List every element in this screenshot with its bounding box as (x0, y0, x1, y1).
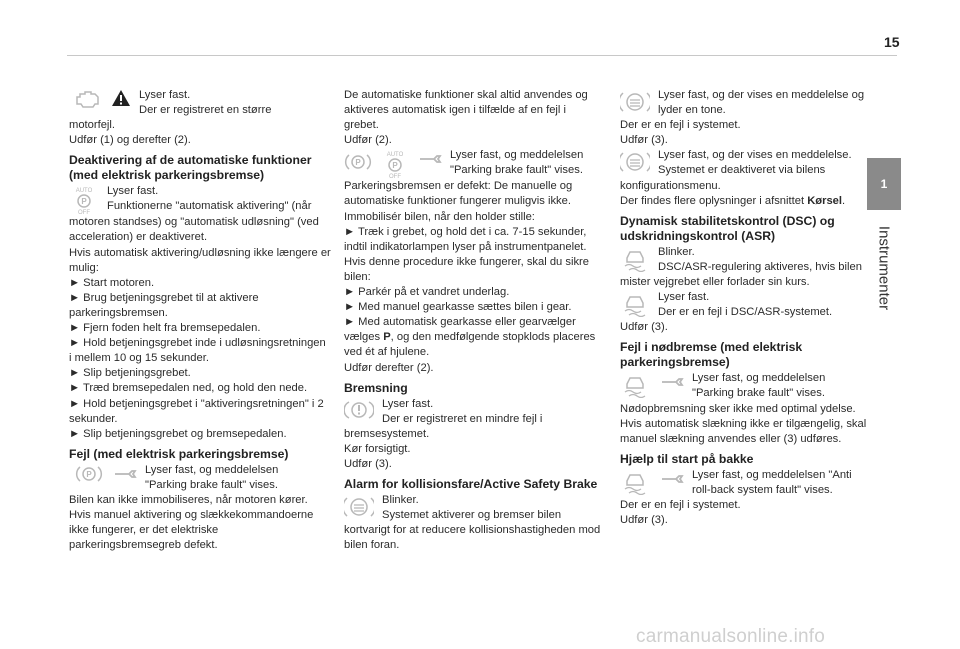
text: DSC/ASR-regulering aktiveres, hvis bilen (658, 260, 862, 273)
text: Blinker. (382, 494, 419, 507)
header-divider (67, 55, 897, 56)
text: Lyser fast, og der vises en meddelelse og (658, 89, 865, 101)
p-label: P (392, 161, 398, 171)
step: ► Fjern foden helt fra bremsepedalen. (69, 322, 261, 335)
step: ► Parkér på et vandret underlag. (344, 286, 510, 299)
step: ► Brug betjeningsgrebet til at aktivere parkeringsbremsen. (69, 291, 259, 319)
warning-block-engine (69, 88, 331, 118)
text: Parkeringsbremsen er defekt: De manuelle og automatiske funktioner fungerer muligvis ikke. (344, 180, 573, 208)
text: De automatiske funktioner skal altid anvendes og aktiveres automatisk igen i tilfælde af en fejl i grebet. (344, 89, 588, 132)
hill-start-fault-block (620, 468, 878, 498)
chapter-tab[interactable]: 1 (867, 158, 901, 210)
text: Hvis manuel aktivering og slækkekommandoerne ikke fungerer, er det elektriske parkeringsbremsegreb defekt. (69, 509, 314, 552)
skid-car-icon (620, 469, 650, 495)
text: Der er en fejl i DSC/ASR-systemet. (658, 306, 833, 319)
chapter-label: Instrumenter (875, 225, 893, 311)
brake-warning-block (344, 397, 602, 427)
section-heading: Hjælp til start på bakke (620, 451, 754, 466)
text: Der er en fejl i systemet. (620, 498, 741, 511)
wrench-icon (660, 469, 684, 489)
dsc-fault-block (620, 290, 878, 320)
emergency-brake-fault-block (620, 371, 878, 401)
text: lyder en tone. (658, 104, 726, 117)
text: Der er en fejl i systemet. (620, 119, 741, 132)
text: Lyser fast, og meddelelsen (145, 463, 279, 476)
text: Systemet aktiverer og bremser bilen (382, 509, 562, 522)
skid-car-icon (620, 372, 650, 398)
text: Der er registreret en større (139, 104, 272, 117)
text: Udfør (3). (620, 321, 668, 334)
step: ► Med automatisk gearkasse eller gearvælger vælges P, og den medfølgende stopklods placeres ved ét af hjulene. (344, 316, 596, 359)
collision-fault-block (620, 88, 878, 118)
engine-icon (75, 89, 101, 109)
text: motorfejl. (69, 119, 116, 132)
parking-fault-block (344, 148, 602, 179)
off-label: OFF (78, 210, 90, 216)
column-3 (620, 88, 878, 528)
p-label: P (355, 158, 361, 168)
text: kortvarigt for at reducere kollisionshastigheden mod bilen foran. (344, 524, 601, 552)
brake-warning-icon (344, 398, 374, 422)
step: ► Træd bremsepedalen ned, og hold den nede. (69, 382, 308, 395)
text: konfigurationsmenu. (620, 179, 721, 192)
text: roll-back system fault" vises. (692, 483, 833, 496)
collision-alert-icon (620, 89, 650, 115)
parking-brake-fault-icon (75, 464, 103, 484)
section-heading: Fejl (med elektrisk parkeringsbremse) (69, 446, 289, 461)
text: Udfør (1) og derefter (2). (69, 134, 191, 147)
parking-brake-fault-icon (344, 149, 372, 175)
text: Hvis denne procedure ikke fungerer, skal du sikre bilen: (344, 255, 590, 283)
wrench-icon (418, 149, 442, 169)
watermark: carmanualsonline.info (636, 626, 826, 647)
text: Lyser fast. (382, 397, 434, 410)
skid-car-icon (620, 246, 650, 272)
step: ► Hold betjeningsgrebet inde i udløsningsretningen i mellem 10 og 15 sekunder. (69, 337, 326, 365)
text: Bilen kan ikke immobiliseres, når motoren kører. (69, 493, 308, 506)
text: Udfør (2). (344, 134, 392, 147)
step: ► Start motoren. (69, 276, 155, 289)
text: Lyser fast. (658, 291, 710, 304)
text: Udfør (3). (344, 457, 392, 470)
text: mister vejgrebet eller forlader sin kurs. (620, 275, 810, 288)
collision-alert-icon (344, 494, 374, 520)
text: Immobilisér bilen, når den holder stille: (344, 210, 535, 223)
text: Funktionerne "automatisk aktivering" (når (107, 200, 312, 213)
text: Lyser fast, og der vises en meddelelse. (658, 149, 852, 162)
text: Udfør (3). (620, 134, 668, 147)
text: Hvis automatisk aktivering/udløsning ikke længere er mulig: (69, 246, 331, 274)
step: ► Slip betjeningsgrebet. (69, 367, 191, 380)
text: Lyser fast, og meddelelsen (692, 372, 826, 385)
parking-fault-block (69, 463, 331, 493)
text: bremsesystemet. (344, 427, 430, 440)
text: Der er registreret en mindre fejl i (382, 412, 543, 425)
text: "Parking brake fault" vises. (692, 387, 825, 400)
step: ► Hold betjeningsgrebet i "aktiveringsretningen" i 2 sekunder. (69, 397, 324, 425)
warning-triangle-icon (111, 89, 131, 107)
auto-label: AUTO (75, 188, 93, 195)
section-heading: Deaktivering af de automatiske funktioner (med elektrisk parkeringsbremse) (69, 153, 312, 183)
text: Der findes flere oplysninger i afsnittet Kørsel. (620, 194, 846, 207)
text: Systemet er deaktiveret via bilens (658, 164, 826, 177)
section-heading: Dynamisk stabilitetskontrol (DSC) og udskridningskontrol (ASR) (620, 213, 835, 243)
text: Lyser fast. (139, 89, 191, 101)
parking-auto-off-icon (69, 185, 99, 215)
text: Hvis automatisk slækning ikke er tilgængelig, skal manuel slækning anvendes eller (3) udføres. (620, 417, 867, 445)
auto-label: AUTO (386, 152, 404, 159)
off-label: OFF (389, 174, 401, 180)
collision-alert-block (344, 493, 602, 523)
text: Udfør derefter (2). (344, 361, 434, 374)
wrench-icon (660, 372, 684, 392)
dsc-blink-block (620, 245, 878, 275)
text: Lyser fast, og meddelelsen "Anti (692, 468, 852, 481)
page-number: 15 (884, 34, 900, 50)
text: Lyser fast, og meddelelsen (450, 149, 584, 162)
auto-off-block (69, 184, 331, 215)
wrench-icon (113, 464, 137, 482)
text: Blinker. (658, 245, 695, 258)
text: "Parking brake fault" vises. (450, 164, 583, 177)
column-1 (69, 88, 331, 553)
text: Lyser fast. (107, 185, 159, 198)
text: Kør forsigtigt. (344, 442, 411, 455)
step: ► Slip betjeningsgrebet og bremsepedalen. (69, 427, 287, 440)
section-heading: Bremsning (344, 380, 408, 395)
step: ► Med manuel gearkasse sættes bilen i gear. (344, 301, 572, 314)
section-heading: Fejl i nødbremse (med elektrisk parkeringsbremse) (620, 340, 803, 370)
column-2 (344, 88, 602, 553)
section-heading: Alarm for kollisionsfare/Active Safety Brake (344, 477, 598, 492)
text: Nødopbremsning sker ikke med optimal ydelse. (620, 402, 856, 415)
text: "Parking brake fault" vises. (145, 478, 278, 491)
text: motoren standses) og "automatisk udløsning" (ved acceleration) er deaktiveret. (69, 216, 319, 244)
step: ► Træk i grebet, og hold det i ca. 7-15 sekunder, indtil indikatorlampen lyser på instrumentpanelet. (344, 225, 587, 253)
collision-disabled-block (620, 148, 878, 178)
collision-alert-icon (620, 149, 650, 175)
p-label: P (86, 469, 92, 479)
p-label: P (81, 197, 87, 207)
skid-car-icon (620, 291, 650, 317)
text: Udfør (3). (620, 514, 668, 527)
parking-auto-off-icon (382, 149, 408, 179)
